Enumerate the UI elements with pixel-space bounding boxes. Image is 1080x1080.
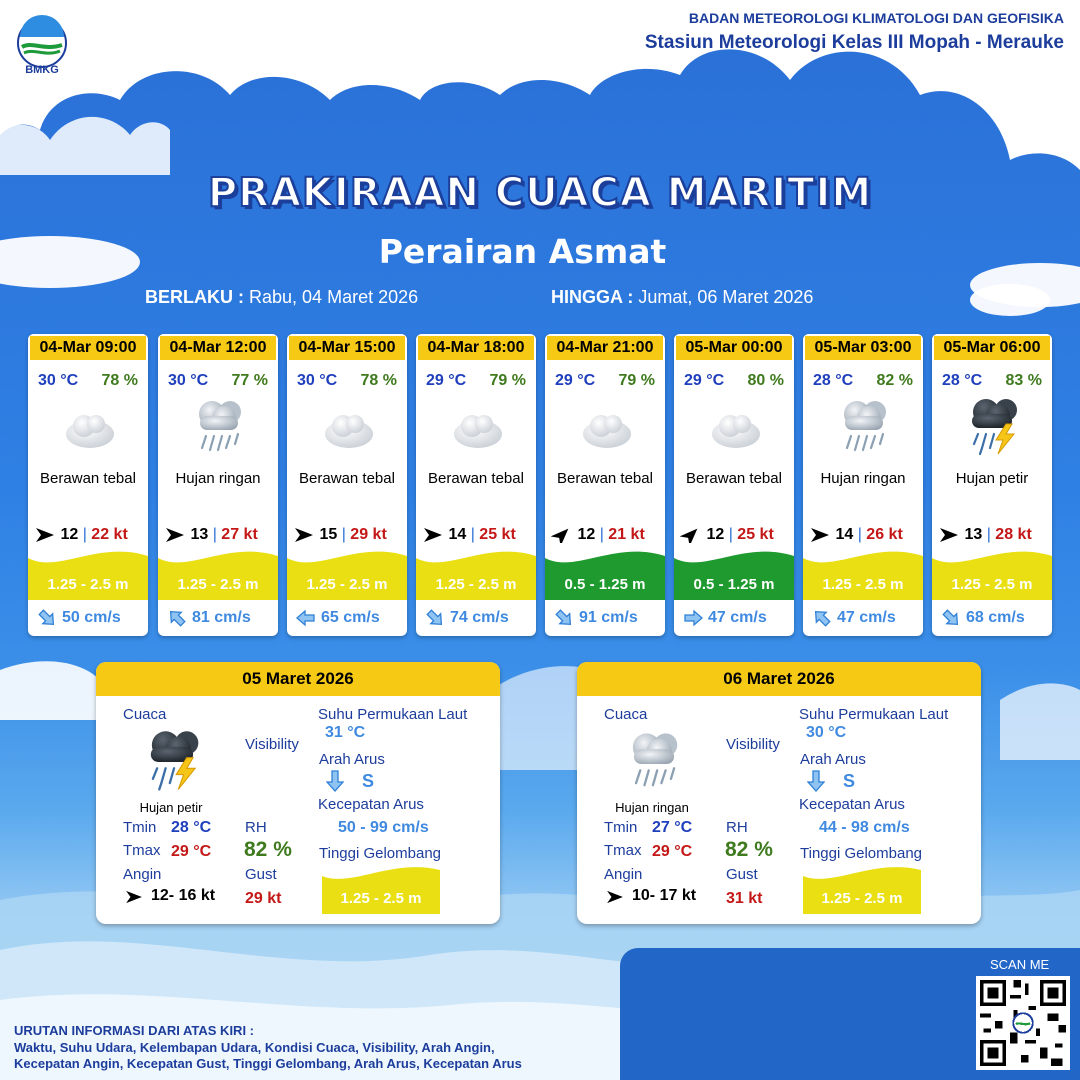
- daily-summary-panel: [96, 662, 500, 924]
- daily-date: 05 Maret 2026: [96, 662, 500, 696]
- qr-code-icon[interactable]: [976, 976, 1070, 1070]
- gust-speed: 29 kt: [350, 526, 387, 543]
- forecast-wind: [551, 526, 661, 548]
- rh-value: 82 %: [244, 838, 292, 861]
- tmin-value: 27 °C: [652, 819, 693, 836]
- forecast-temperature: 28 °C: [813, 372, 854, 389]
- forecast-temperature: 29 °C: [684, 372, 725, 389]
- wind-speed: 15: [319, 526, 338, 543]
- current-direction-icon: [424, 609, 450, 626]
- daily-date: 06 Maret 2026: [577, 662, 981, 696]
- wind-range: 12- 16 kt: [151, 887, 216, 904]
- wind-speed: 13: [190, 526, 209, 543]
- current-direction-icon: [166, 609, 192, 626]
- wind-separator: |: [595, 526, 609, 543]
- gust-speed: 25 kt: [737, 526, 774, 543]
- gust-speed: 26 kt: [866, 526, 903, 543]
- wind-range: 10- 17 kt: [632, 887, 697, 904]
- forecast-condition: Berawan tebal: [557, 470, 653, 487]
- forecast-wind: [422, 526, 532, 548]
- current-direction: S: [843, 771, 856, 791]
- daily-condition: Hujan ringan: [615, 800, 689, 815]
- gust-value: 31 kt: [726, 890, 763, 907]
- thunderstorm-icon: [960, 394, 1026, 464]
- forecast-humidity: 83 %: [1005, 372, 1042, 389]
- forecast-time: 05-Mar 03:00: [803, 334, 923, 362]
- current-speed-label: Kecepatan Arus: [318, 796, 424, 813]
- valid-to-value: Jumat, 06 Maret 2026: [638, 287, 814, 307]
- info-title: URUTAN INFORMASI DARI ATAS KIRI :: [14, 1023, 254, 1038]
- forecast-wind: [680, 526, 790, 548]
- forecast-wind: [938, 526, 1048, 548]
- gust-speed: 25 kt: [479, 526, 516, 543]
- forecast-condition: Berawan tebal: [428, 470, 524, 487]
- forecast-time: 05-Mar 06:00: [932, 334, 1052, 362]
- forecast-condition: Berawan tebal: [299, 470, 395, 487]
- forecast-condition: Hujan ringan: [175, 470, 261, 487]
- tmin-label: Tmin: [123, 819, 157, 836]
- wave-label: Tinggi Gelombang: [319, 845, 442, 862]
- wind-separator: |: [853, 526, 867, 543]
- wave-height: 0.5 - 1.25 m: [693, 576, 775, 593]
- valid-to-label: HINGGA :: [551, 287, 634, 307]
- forecast-current: [295, 608, 405, 628]
- current-direction-icon: [811, 609, 837, 626]
- forecast-temperature: 30 °C: [38, 372, 79, 389]
- forecast-condition: Hujan petir: [955, 470, 1029, 487]
- wave-height: 1.25 - 2.5 m: [306, 576, 388, 593]
- forecast-temperature: 28 °C: [942, 372, 983, 389]
- forecast-current: [424, 608, 534, 628]
- current-direction-icon: [940, 609, 966, 626]
- forecast-current: [940, 608, 1050, 628]
- gust-value: 29 kt: [245, 890, 282, 907]
- forecast-humidity: 82 %: [876, 372, 913, 389]
- cloudy-icon: [702, 394, 768, 464]
- forecast-humidity: 78 %: [101, 372, 138, 389]
- light-rain-icon: [831, 394, 897, 464]
- wave-height: 1.25 - 2.5 m: [951, 576, 1033, 593]
- forecast-condition: Hujan ringan: [820, 470, 906, 487]
- forecast-condition: Berawan tebal: [686, 470, 782, 487]
- info-line-2: Kecepatan Angin, Kecepatan Gust, Tinggi Gelombang, Arah Arus, Kecepatan Arus: [14, 1056, 522, 1071]
- forecast-card: [416, 334, 536, 636]
- daily-wave-height: 1.25 - 2.5 m: [340, 890, 422, 907]
- daily-summary-panel: [577, 662, 981, 924]
- forecast-temperature: 30 °C: [297, 372, 338, 389]
- current-speed: 50 cm/s: [62, 609, 121, 627]
- wind-label: Angin: [123, 866, 162, 883]
- forecast-current: [166, 608, 276, 628]
- tmax-label: Tmax: [123, 842, 161, 859]
- forecast-current: [682, 608, 792, 628]
- sst-value: 31 °C: [325, 724, 366, 741]
- station-name: Stasiun Meteorologi Kelas III Mopah - Merauke: [644, 32, 1064, 53]
- visibility-label: Visibility: [245, 736, 299, 753]
- sst-label: Suhu Permukaan Laut: [799, 706, 949, 723]
- wind-speed: 14: [448, 526, 467, 543]
- forecast-time: 04-Mar 21:00: [545, 334, 665, 362]
- wind-speed: 14: [835, 526, 854, 543]
- wind-separator: |: [466, 526, 480, 543]
- forecast-humidity: 79 %: [618, 372, 655, 389]
- forecast-humidity: 77 %: [231, 372, 268, 389]
- valid-from-value: Rabu, 04 Maret 2026: [249, 287, 419, 307]
- current-speed-range: 50 - 99 cm/s: [338, 819, 429, 836]
- wind-direction-icon: [422, 526, 444, 543]
- forecast-current: [553, 608, 663, 628]
- wind-separator: |: [337, 526, 351, 543]
- forecast-humidity: 78 %: [360, 372, 397, 389]
- forecast-time: 05-Mar 00:00: [674, 334, 794, 362]
- gust-label: Gust: [726, 866, 758, 883]
- gust-label: Gust: [245, 866, 277, 883]
- forecast-humidity: 79 %: [489, 372, 526, 389]
- current-speed: 47 cm/s: [708, 609, 767, 627]
- weather-label: Cuaca: [123, 706, 167, 723]
- current-speed-range: 44 - 98 cm/s: [819, 819, 910, 836]
- forecast-card: [545, 334, 665, 636]
- forecast-card: [158, 334, 278, 636]
- tmax-label: Tmax: [604, 842, 642, 859]
- cloudy-icon: [573, 394, 639, 464]
- arrow-down-icon: [326, 770, 344, 792]
- forecast-wind: [293, 526, 403, 548]
- current-direction-icon: [682, 609, 708, 626]
- wind-speed: 12: [577, 526, 596, 543]
- wave-height: 1.25 - 2.5 m: [177, 576, 259, 593]
- gust-speed: 22 kt: [91, 526, 128, 543]
- sst-label: Suhu Permukaan Laut: [318, 706, 468, 723]
- daily-wave-height: 1.25 - 2.5 m: [821, 890, 903, 907]
- forecast-humidity: 80 %: [747, 372, 784, 389]
- gust-speed: 27 kt: [221, 526, 258, 543]
- forecast-wind: [34, 526, 144, 548]
- wind-separator: |: [724, 526, 738, 543]
- tmin-label: Tmin: [604, 819, 638, 836]
- forecast-card: [28, 334, 148, 636]
- forecast-current: [36, 608, 146, 628]
- current-direction-icon: [36, 609, 62, 626]
- valid-to: [551, 287, 813, 308]
- rh-value: 82 %: [725, 838, 773, 861]
- agency-name: BADAN METEOROLOGI KLIMATOLOGI DAN GEOFISIKA: [688, 10, 1064, 26]
- cloudy-icon: [315, 394, 381, 464]
- current-speed: 47 cm/s: [837, 609, 896, 627]
- forecast-time: 04-Mar 12:00: [158, 334, 278, 362]
- page-subtitle: Perairan Asmat: [378, 232, 667, 271]
- wind-separator: |: [982, 526, 996, 543]
- arrow-down-icon: [807, 770, 825, 792]
- rh-label: RH: [726, 819, 748, 836]
- weather-label: Cuaca: [604, 706, 648, 723]
- wind-direction-icon: [680, 526, 702, 543]
- forecast-card: [803, 334, 923, 636]
- forecast-condition: Berawan tebal: [40, 470, 136, 487]
- page-title: PRAKIRAAN CUACA MARITIM: [207, 170, 873, 216]
- current-speed: 65 cm/s: [321, 609, 380, 627]
- tmax-value: 29 °C: [652, 843, 693, 860]
- cloudy-icon: [56, 394, 122, 464]
- forecast-wind: [164, 526, 274, 548]
- wind-direction-icon: [551, 526, 573, 543]
- forecast-time: 04-Mar 09:00: [28, 334, 148, 362]
- current-speed-label: Kecepatan Arus: [799, 796, 905, 813]
- current-speed: 68 cm/s: [966, 609, 1025, 627]
- wave-height: 1.25 - 2.5 m: [822, 576, 904, 593]
- visibility-label: Visibility: [726, 736, 780, 753]
- forecast-card: [287, 334, 407, 636]
- gust-speed: 28 kt: [995, 526, 1032, 543]
- wind-speed: 12: [60, 526, 79, 543]
- wind-separator: |: [208, 526, 222, 543]
- gust-speed: 21 kt: [608, 526, 645, 543]
- current-direction-label: Arah Arus: [319, 751, 385, 768]
- wave-height: 1.25 - 2.5 m: [435, 576, 517, 593]
- current-direction-icon: [553, 609, 579, 626]
- tmin-value: 28 °C: [171, 819, 212, 836]
- current-direction: S: [362, 771, 375, 791]
- wind-label: Angin: [604, 866, 643, 883]
- valid-from: [145, 287, 418, 308]
- current-direction-icon: [295, 609, 321, 626]
- current-direction-label: Arah Arus: [800, 751, 866, 768]
- current-speed: 74 cm/s: [450, 609, 509, 627]
- tmax-value: 29 °C: [171, 843, 212, 860]
- wind-direction-icon: [938, 526, 960, 543]
- cloudy-icon: [444, 394, 510, 464]
- current-speed: 81 cm/s: [192, 609, 251, 627]
- forecast-temperature: 29 °C: [555, 372, 596, 389]
- logo-text: BMKG: [25, 64, 59, 76]
- light-rain-icon: [186, 394, 252, 464]
- wind-direction-icon: [34, 526, 56, 543]
- forecast-temperature: 29 °C: [426, 372, 467, 389]
- wind-speed: 13: [964, 526, 983, 543]
- current-speed: 91 cm/s: [579, 609, 638, 627]
- scan-me-label: SCAN ME: [990, 957, 1050, 972]
- forecast-time: 04-Mar 18:00: [416, 334, 536, 362]
- thunderstorm-icon: [130, 726, 216, 800]
- wind-direction-icon: [124, 890, 144, 904]
- wave-label: Tinggi Gelombang: [800, 845, 923, 862]
- sst-value: 30 °C: [806, 724, 847, 741]
- forecast-time: 04-Mar 15:00: [287, 334, 407, 362]
- wind-direction-icon: [605, 890, 625, 904]
- info-line-1: Waktu, Suhu Udara, Kelembapan Udara, Kondisi Cuaca, Visibility, Arah Angin,: [14, 1040, 495, 1055]
- wind-direction-icon: [293, 526, 315, 543]
- wave-height: 1.25 - 2.5 m: [47, 576, 129, 593]
- forecast-current: [811, 608, 921, 628]
- light-rain-icon: [611, 726, 697, 800]
- forecast-card: [674, 334, 794, 636]
- rh-label: RH: [245, 819, 267, 836]
- wind-direction-icon: [164, 526, 186, 543]
- daily-condition: Hujan petir: [139, 800, 203, 815]
- wave-height: 0.5 - 1.25 m: [564, 576, 646, 593]
- wind-direction-icon: [809, 526, 831, 543]
- wind-speed: 12: [706, 526, 725, 543]
- forecast-temperature: 30 °C: [168, 372, 209, 389]
- forecast-wind: [809, 526, 919, 548]
- valid-from-label: BERLAKU :: [145, 287, 244, 307]
- wind-separator: |: [78, 526, 92, 543]
- forecast-card: [932, 334, 1052, 636]
